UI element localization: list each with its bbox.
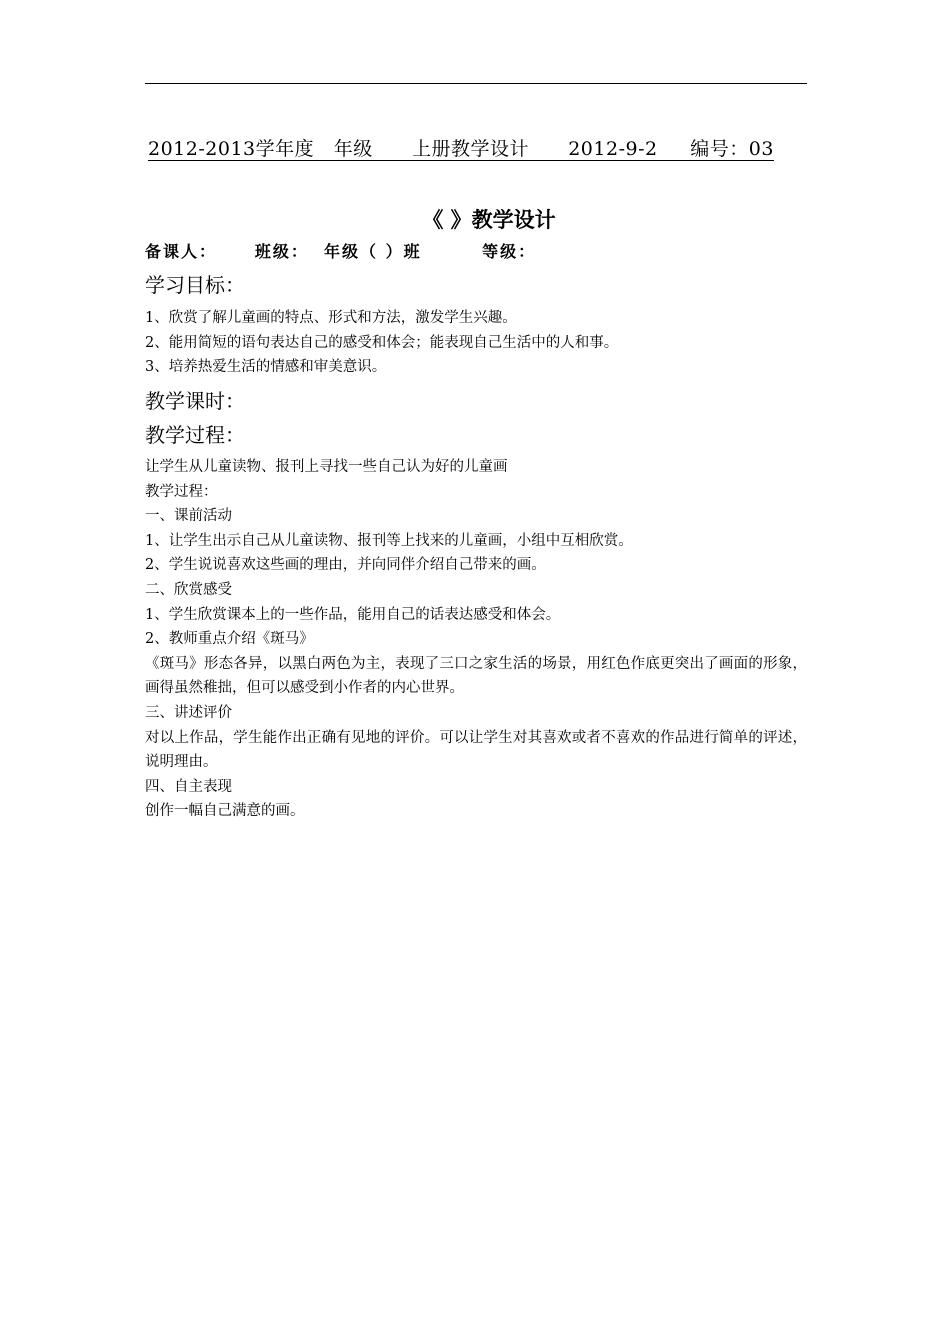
lesson-meta: 备课人： 班级： 年级（ ）班 等级： [145,242,537,261]
goal-item: 1、欣赏了解儿童画的特点、形式和方法，激发学生兴趣。 [145,310,517,326]
goals-heading: 学习目标： [145,273,245,297]
document-page [145,0,807,1344]
process-paragraph: 教学过程： [145,483,218,500]
process-paragraph: 《斑马》形态各异，以黑白两色为主，表现了三口之家生活的场景，用红色作底更突出了画面的形象，画得虽然稚拙，但可以感受到小作者的内心世界。 [145,655,807,697]
header-text: 2012-2013学年度 年级 上册教学设计 2012-9-2 编号：03 [148,138,774,160]
process-paragraph: 1、让学生出示自己从儿童读物、报刊等上找来的儿童画，小组中互相欣赏。 [145,532,633,549]
process-paragraph: 1、学生欣赏课本上的一些作品，能用自己的话表达感受和体会。 [145,606,561,623]
document-title: 《 》教学设计 [422,207,556,232]
process-step-heading: 三、讲述评价 [145,704,232,721]
process-paragraph: 创作一幅自己满意的画。 [145,803,305,820]
process-paragraph: 对以上作品，学生能作出正确有见地的评价。可以让学生对其喜欢或者不喜欢的作品进行简单的评述，说明理由。 [145,729,807,771]
process-heading: 教学过程： [145,423,245,447]
header-rule [145,83,807,84]
goal-item: 3、培养热爱生活的情感和审美意识。 [145,359,387,376]
process-content [145,455,807,824]
goals-list [145,306,807,380]
document-header [148,134,808,164]
process-paragraph: 让学生从儿童读物、报刊上寻找一些自己认为好的儿童画 [145,459,508,475]
process-paragraph: 2、教师重点介绍《斑马》 [145,631,314,648]
process-step-heading: 一、课前活动 [145,508,232,525]
process-step-heading: 四、自主表现 [145,778,232,795]
process-paragraph: 2、学生说说喜欢这些画的理由，并向同伴介绍自己带来的画。 [145,557,546,574]
hours-heading: 教学课时： [145,389,245,413]
goal-item: 2、能用简短的语句表达自己的感受和体会；能表现自己生活中的人和事。 [145,334,619,351]
process-step-heading: 二、欣赏感受 [145,581,232,598]
